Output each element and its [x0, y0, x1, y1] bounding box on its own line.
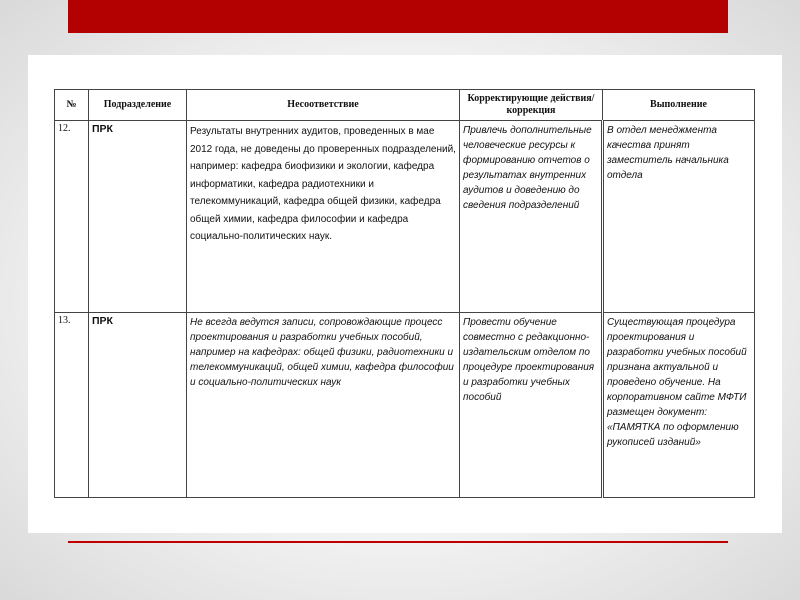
table-row [55, 313, 755, 498]
header-nonconformity: Несоответствие [187, 90, 460, 121]
row-nonconformity: Результаты внутренних аудитов, проведенных в мае 2012 года, не доведены до проверенных подразделений, например: кафедра биофизики и экологии, кафедра информатики, кафедра радиотехники и телекоммуникаций, кафедра общей физики, кафедра общей химии, кафедра философии и кафедра социально-политических наук. [187, 121, 460, 313]
audit-table [54, 89, 755, 498]
header-dept: Подразделение [89, 90, 187, 121]
row-corrective: Привлечь дополнительные человеческие ресурсы к формированию отчетов о результатах внутренних аудитов и доведению до сведения подразделений [460, 121, 603, 313]
row-status: Существующая процедура проектирования и разработки учебных пособий признана актуальной и проведено обучение. На корпоративном сайте МФТИ размещен документ: «ПАМЯТКА по оформлению рукописей изданий» [603, 313, 755, 498]
row-status: В отдел менеджмента качества принят заместитель начальника отдела [603, 121, 755, 313]
header-num: № [55, 90, 89, 121]
row-corrective: Провести обучение совместно с редакционно-издательским отделом по процедуре проектирования и разработки учебных пособий [460, 313, 603, 498]
row-dept: ПРК [89, 121, 187, 313]
header-corrective: Корректирующие действия/коррекция [460, 90, 603, 121]
row-dept: ПРК [89, 313, 187, 498]
table-row [55, 121, 755, 313]
header-status: Выполнение [603, 90, 755, 121]
top-accent-bar [68, 0, 728, 33]
bottom-accent-line [68, 541, 728, 543]
table-header-row [55, 90, 755, 121]
row-nonconformity: Не всегда ведутся записи, сопровождающие процесс проектирования и разработки учебных пособий, например на кафедрах: общей физики, радиотехники и телекоммуникаций, общей химии, кафедра философии и социально-политических наук [187, 313, 460, 498]
row-num: 12. [55, 121, 89, 313]
row-num: 13. [55, 313, 89, 498]
